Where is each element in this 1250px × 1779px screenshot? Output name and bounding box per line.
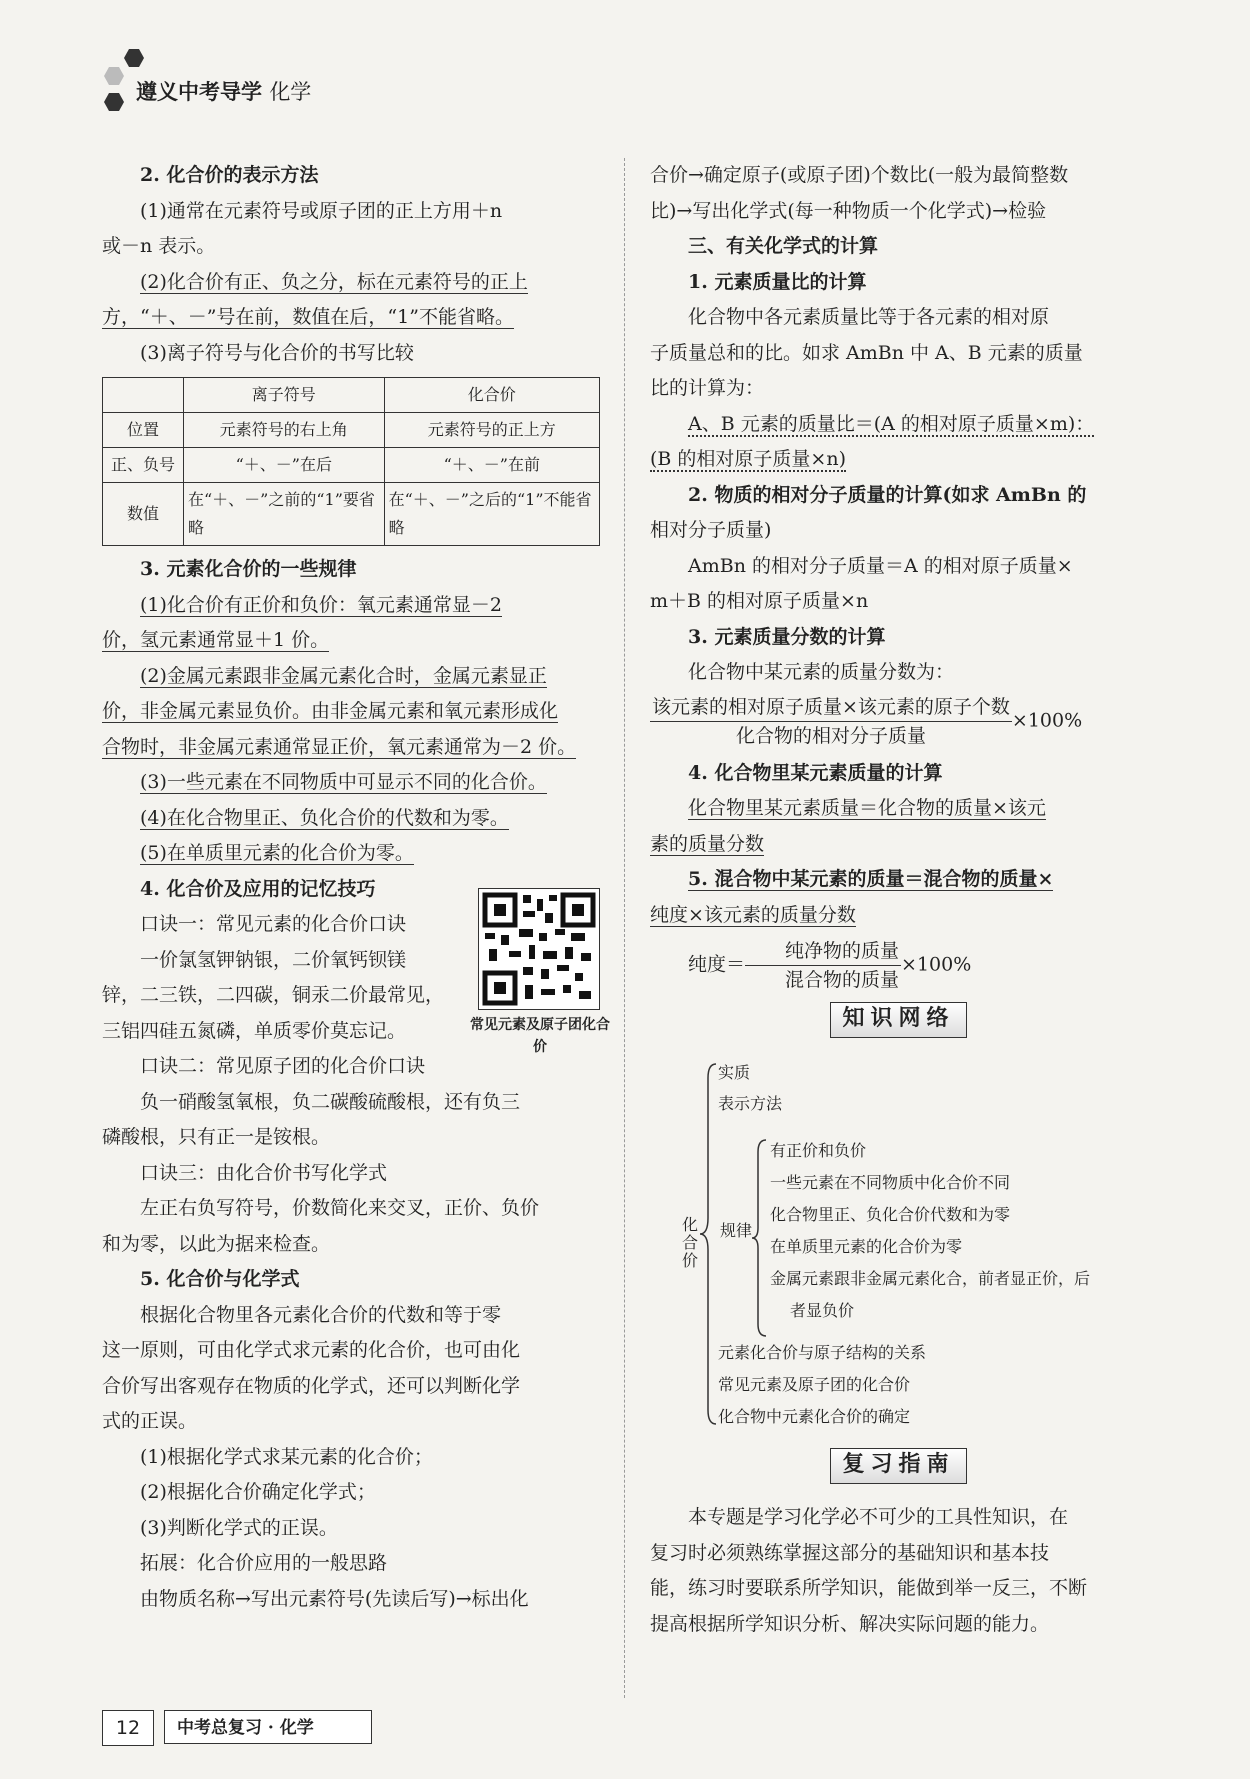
- tree-leaf: 有正价和负价: [770, 1141, 867, 1160]
- qr-caption: 常见元素及原子团化合价: [470, 1017, 610, 1055]
- fraction-formula: $\frac{\text{该元素的相对原子质量×该元素的原子个数}}{\text{化合物的相对分子质量}}$ ×100%: [650, 693, 1150, 750]
- table-header: 化合价: [384, 378, 599, 413]
- page-header: [100, 48, 500, 108]
- table-header: 离子符号: [184, 378, 385, 413]
- paragraph: 化合物中某元素的质量分数为：: [688, 661, 955, 683]
- paragraph: (4)在化合物里正、负化合价的代数和为零。: [140, 806, 509, 829]
- paragraph: 拓展：化合价应用的一般思路: [140, 1552, 388, 1574]
- paragraph: 能，练习时要联系所学知识，能做到举一反三，不断: [650, 1577, 1088, 1599]
- tree-node: 实质: [718, 1063, 751, 1082]
- table-row: [103, 413, 600, 448]
- paragraph: 和为零，以此为据来检查。: [102, 1232, 331, 1255]
- fraction-formula: 纯度＝ $\frac{\text{纯净物的质量}}{\text{混合物的质量}}$ ×100%: [650, 937, 1150, 994]
- comparison-table: [102, 377, 600, 546]
- paragraph: 价，氢元素通常显＋1 价。: [102, 629, 330, 651]
- list-item: (1)根据化学式求某元素的化合价；: [140, 1445, 433, 1468]
- tree-node: 化合物中元素化合价的确定: [718, 1407, 911, 1426]
- hexagon-icon: [104, 66, 124, 86]
- qr-code-icon: [479, 889, 599, 1009]
- paragraph: 左正右负写符号，价数简化来交叉，正价、负价: [140, 1197, 540, 1219]
- paragraph: 式的正误。: [102, 1410, 198, 1432]
- paragraph: (3)离子符号与化合价的书写比较: [140, 341, 414, 364]
- right-column: [650, 158, 1150, 994]
- section-title: 5. 混合物中某元素的质量＝混合物的质量×: [688, 868, 1054, 890]
- table-cell: “＋、－”在后: [184, 448, 385, 483]
- paragraph: 比的计算为：: [650, 377, 765, 399]
- paragraph: 或－n 表示。: [102, 235, 216, 257]
- section-title: 2. 物质的相对分子质量的计算(如求 AmBn 的: [688, 483, 1087, 506]
- paragraph: 一价氯氢钾钠银，二价氧钙钡镁: [140, 948, 407, 971]
- paragraph: 由物质名称→写出元素符号(先读后写)→标出化: [140, 1587, 529, 1610]
- paragraph: 这一原则，可由化学式求元素的化合价，也可由化: [102, 1339, 521, 1361]
- table-row: [103, 448, 600, 483]
- paragraph: (2)金属元素跟非金属元素化合时，金属元素显正: [140, 664, 547, 687]
- paragraph: 化合物里某元素质量＝化合物的质量×该元: [688, 797, 1046, 819]
- paragraph: (5)在单质里元素的化合价为零。: [140, 842, 414, 864]
- paragraph: (2)化合价有正、负之分，标在元素符号的正上: [140, 270, 528, 293]
- formula: (B 的相对原子质量×n): [650, 448, 846, 470]
- section-title: 4. 化合价及应用的记忆技巧: [140, 877, 376, 900]
- table-cell: 在“＋、－”之后的“1”不能省略: [384, 483, 599, 546]
- tree-leaf: 金属元素跟非金属元素化合，前者显正价，后: [770, 1269, 1091, 1288]
- tree-root: 化合价: [682, 1215, 699, 1270]
- tree-node: 元素化合价与原子结构的关系: [718, 1343, 927, 1362]
- formula: AmBn 的相对分子质量＝A 的相对原子质量×: [688, 554, 1073, 577]
- list-item: (2)根据化合价确定化学式；: [140, 1481, 376, 1503]
- section-title: 5. 化合价与化学式: [140, 1268, 300, 1290]
- paragraph: 合价→确定原子(或原子团)个数比(一般为最简整数: [650, 164, 1069, 186]
- knowledge-tree: [680, 1058, 1160, 1438]
- table-row: [103, 483, 600, 546]
- paragraph: 化合物中各元素质量比等于各元素的相对原: [688, 306, 1050, 328]
- paragraph: 素的质量分数: [650, 832, 765, 855]
- paragraph: 子质量总和的比。如求 AmBn 中 A、B 元素的质量: [650, 341, 1083, 364]
- section-title: 3. 元素化合价的一些规律: [140, 558, 357, 580]
- column-divider: [624, 158, 625, 1698]
- list-item: (3)判断化学式的正误。: [140, 1516, 338, 1539]
- page-number: 12: [102, 1710, 154, 1746]
- paragraph: 口诀一：常见元素的化合价口诀: [140, 913, 407, 935]
- paragraph: 价，非金属元素显负价。由非金属元素和氧元素形成化: [102, 700, 559, 722]
- paragraph: 相对分子质量): [650, 519, 772, 541]
- fraction: $\frac{\text{纯净物的质量}}{\text{混合物的质量}}$: [745, 937, 901, 994]
- paragraph: 合价写出客观存在物质的化学式，还可以判断化学: [102, 1374, 521, 1397]
- tree-node: 规律: [720, 1221, 753, 1240]
- table-cell: 元素符号的正上方: [384, 413, 599, 448]
- review-guide-banner: 复习指南: [830, 1448, 967, 1484]
- section-title: 2. 化合价的表示方法: [140, 164, 319, 186]
- tree-leaf: 化合物里正、负化合价代数和为零: [770, 1205, 1011, 1224]
- paragraph: 口诀二：常见原子团的化合价口诀: [140, 1055, 426, 1077]
- tree-node: 表示方法: [718, 1094, 783, 1113]
- section-title: 3. 元素质量分数的计算: [688, 625, 886, 648]
- footer-title: 中考总复习 · 化学: [164, 1710, 372, 1744]
- section-title: 1. 元素质量比的计算: [688, 270, 867, 293]
- paragraph: 锌，二三铁，二四碳，铜汞二价最常见，: [102, 984, 445, 1006]
- paragraph: (1)通常在元素符号或原子团的正上方用＋n: [140, 199, 503, 222]
- paragraph: 口诀三：由化合价书写化学式: [140, 1161, 388, 1184]
- fraction: $\frac{\text{该元素的相对原子质量×该元素的原子个数}}{\text{化合物的相对分子质量}}$: [650, 693, 1012, 750]
- table-row: [103, 378, 600, 413]
- hexagon-icon: [104, 92, 124, 112]
- tree-leaf: 者显负价: [790, 1301, 855, 1320]
- table-cell: “＋、－”在前: [384, 448, 599, 483]
- tree-leaf: 在单质里元素的化合价为零: [770, 1237, 963, 1256]
- paragraph: 提高根据所学知识分析、解决实际问题的能力。: [650, 1612, 1050, 1635]
- section-title: 4. 化合物里某元素质量的计算: [688, 761, 943, 784]
- tree-node: 常见元素及原子团的化合价: [718, 1375, 911, 1394]
- qr-code[interactable]: [478, 888, 600, 1010]
- paragraph: (1)化合价有正价和负价：氧元素通常显－2: [140, 593, 503, 616]
- table-cell: [103, 378, 184, 413]
- table-cell: 元素符号的右上角: [184, 413, 385, 448]
- header-title: 遵义中考导学 化学: [136, 80, 312, 104]
- section-title: 三、有关化学式的计算: [688, 235, 879, 257]
- paragraph: (3)一些元素在不同物质中可显示不同的化合价。: [140, 771, 547, 793]
- paragraph: 三铝四硅五氮磷，单质零价莫忘记。: [102, 1019, 407, 1042]
- table-cell: 数值: [103, 483, 184, 546]
- table-cell: 在“＋、－”之前的“1”要省略: [184, 483, 385, 546]
- paragraph: 复习时必须熟练掌握这部分的基础知识和基本技: [650, 1541, 1050, 1564]
- paragraph: 负一硝酸氢氧根，负二碳酸硫酸根，还有负三: [140, 1090, 521, 1113]
- paragraph: 本专题是学习化学必不可少的工具性知识，在: [688, 1506, 1069, 1528]
- formula: m＋B 的相对原子质量×n: [650, 590, 869, 612]
- review-guide: [650, 1500, 1150, 1642]
- tree-leaf: 一些元素在不同物质中化合价不同: [770, 1173, 1011, 1192]
- paragraph: 比)→写出化学式(每一种物质一个化学式)→检验: [650, 199, 1047, 222]
- paragraph: 方，“＋、－”号在前，数值在后，“1”不能省略。: [102, 306, 514, 328]
- paragraph: 根据化合物里各元素化合价的代数和等于零: [140, 1303, 502, 1326]
- table-cell: 正、负号: [103, 448, 184, 483]
- knowledge-network-banner: 知识网络: [830, 1002, 967, 1038]
- hexagon-icon: [124, 48, 144, 68]
- formula: A、B 元素的质量比＝(A 的相对原子质量×m)：: [688, 412, 1095, 435]
- paragraph: 纯度×该元素的质量分数: [650, 903, 856, 926]
- paragraph: 磷酸根，只有正一是铵根。: [102, 1126, 331, 1148]
- paragraph: 合物时，非金属元素通常显正价，氧元素通常为－2 价。: [102, 735, 577, 758]
- table-cell: 位置: [103, 413, 184, 448]
